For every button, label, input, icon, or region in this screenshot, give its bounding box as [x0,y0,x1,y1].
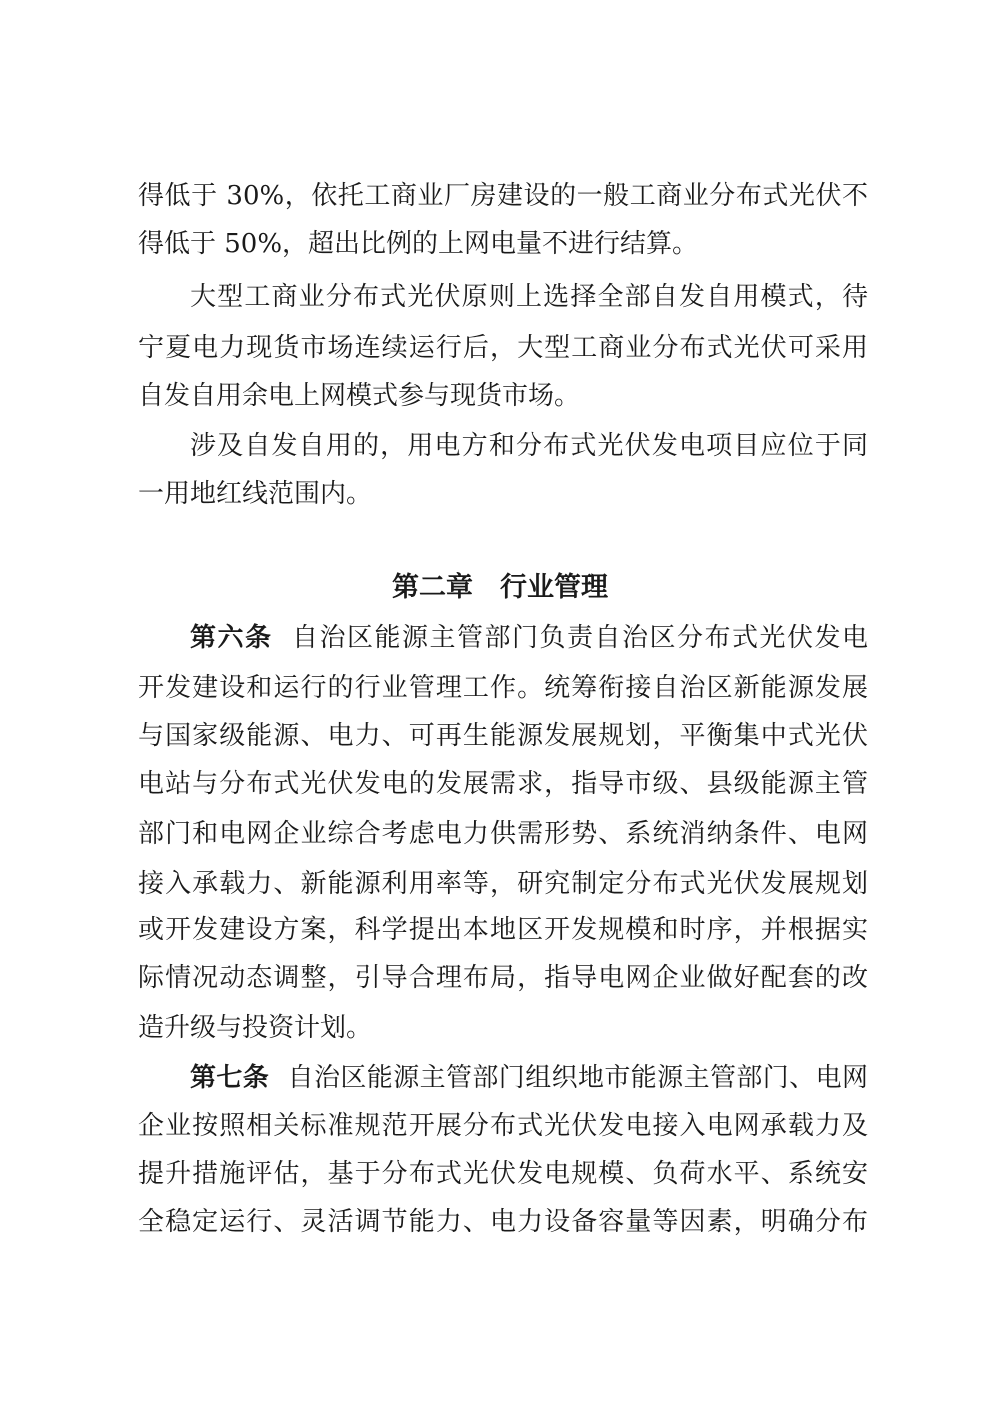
paragraph-line: 电站与分布式光伏发电的发展需求，指导市级、县级能源主管 [138,769,868,799]
paragraph-line: 涉及自发自用的，用电方和分布式光伏发电项目应位于同 [190,431,868,461]
paragraph-line: 自发自用余电上网模式参与现货市场。 [138,381,581,411]
article-6-first-line [190,612,868,664]
paragraph-line: 开发建设和运行的行业管理工作。统筹衔接自治区新能源发展 [138,673,868,703]
paragraph-line: 一用地红线范围内。 [138,479,373,509]
paragraph-line: 企业按照相关标准规范开展分布式光伏发电接入电网承载力及 [138,1111,868,1141]
article-7-label: 第七条 [190,1063,270,1093]
paragraph-line: 造升级与投资计划。 [138,1013,373,1043]
paragraph-line: 全稳定运行、灵活调节能力、电力设备容量等因素，明确分布 [138,1207,868,1237]
paragraph-line: 提升措施评估，基于分布式光伏发电规模、负荷水平、系统安 [138,1159,868,1189]
paragraph-line: 宁夏电力现货市场连续运行后，大型工商业分布式光伏可采用 [138,333,868,363]
paragraph-line: 或开发建设方案，科学提出本地区开发规模和时序，并根据实 [138,915,868,945]
paragraph-line: 得低于 30%，依托工商业厂房建设的一般工商业分布式光伏不 [138,181,868,211]
paragraph-line-text: 自治区能源主管部门负责自治区分布式光伏发电 [290,623,868,653]
paragraph-line: 接入承载力、新能源利用率等，研究制定分布式光伏发展规划 [138,869,868,899]
paragraph-line: 际情况动态调整，引导合理布局，指导电网企业做好配套的改 [138,963,868,993]
paragraph-line: 得低于 50%，超出比例的上网电量不进行结算。 [138,229,699,259]
paragraph-line-text: 自治区能源主管部门组织地市能源主管部门、电网 [287,1063,868,1093]
chapter-heading: 第二章 行业管理 [392,572,608,603]
paragraph-line: 大型工商业分布式光伏原则上选择全部自发自用模式，待 [190,282,868,312]
paragraph-line: 部门和电网企业综合考虑电力供需形势、系统消纳条件、电网 [138,819,868,849]
paragraph-line: 与国家级能源、电力、可再生能源发展规划，平衡集中式光伏 [138,721,868,751]
article-7-first-line [190,1052,868,1104]
article-6-label: 第六条 [190,623,273,653]
